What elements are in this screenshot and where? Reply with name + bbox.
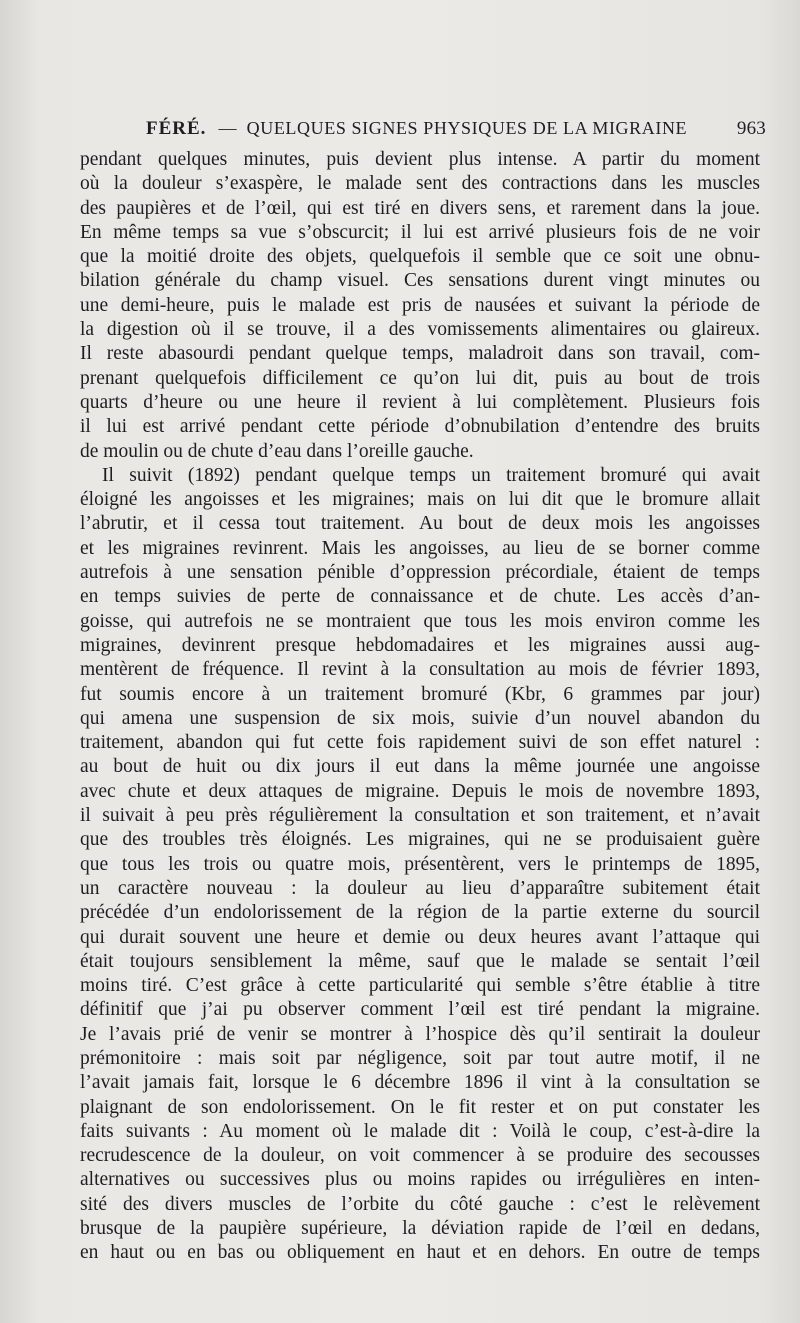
text-line: des paupières et de l’œil, qui est tiré en divers sens, et rarement dans la joue. [80, 197, 760, 219]
running-head-dash: — [218, 118, 237, 138]
text-line: pendant quelques minutes, puis devient plus intense. A partir du moment [80, 149, 760, 170]
text-line: que tous les trois ou quatre mois, présentèrent, vers le printemps de 1895, [80, 853, 760, 875]
text-line: faits suivants : Au moment où le malade dit : Voilà le coup, c’est-à-dire la [80, 1120, 760, 1142]
text-line: en haut ou en bas ou obliquement en haut et en dehors. En outre de temps [80, 1242, 760, 1264]
text-line: traitement, abandon qui fut cette fois rapidement suivi de son effet naturel : [80, 732, 760, 754]
text-line: une demi-heure, puis le malade est pris de nausées et suivant la période de [80, 294, 760, 316]
text-line: en temps suivies de perte de connaissance et de chute. Les accès d’an- [80, 586, 760, 608]
text-line: prémonitoire : mais soit par négligence, soit par tout autre motif, il ne [80, 1047, 760, 1069]
text-line: Il suivit (1892) pendant quelque temps un traitement bromuré qui avait [102, 464, 760, 486]
text-line: bilation générale du champ visuel. Ces sensations durent vingt minutes ou [80, 270, 760, 292]
text-line: migraines, devinrent presque hebdomadaires et les migraines aussi aug- [80, 634, 760, 656]
text-line: avec chute et deux attaques de migraine. Depuis le mois de novembre 1893, [80, 780, 760, 802]
text-line: éloigné les angoisses et les migraines; mais on lui dit que le bromure allait [80, 489, 760, 511]
text-line: En même temps sa vue s’obscurcit; il lui est arrivé plusieurs fois de ne voir [80, 221, 760, 243]
text-line: qui durait souvent une heure et demie ou deux heures avant l’attaque qui [80, 926, 760, 948]
text-line: goisse, qui autrefois ne se montraient que tous les mois environ comme les [80, 610, 760, 632]
text-line: sité des divers muscles de l’orbite du côté gauche : c’est le relèvement [80, 1193, 760, 1215]
body-text [80, 148, 760, 1266]
text-line: Il reste abasourdi pendant quelque temps, maladroit dans son travail, com- [80, 343, 760, 365]
page-number: 963 [736, 118, 766, 139]
text-line: qui amena une suspension de six mois, suivie d’un nouvel abandon du [80, 707, 760, 729]
text-line: quarts d’heure ou une heure il revient à lui complètement. Plusieurs fois [80, 391, 760, 413]
text-line: où la douleur s’exaspère, le malade sent des contractions dans les muscles [80, 173, 760, 195]
text-line: l’abrutir, et il cessa tout traitement. Au bout de deux mois les angoisses [80, 513, 760, 535]
text-line: la digestion où il se trouve, il a des vomissements alimentaires ou glaireux. [80, 319, 760, 341]
running-head-title: QUELQUES SIGNES PHYSIQUES DE LA MIGRAINE [246, 118, 688, 138]
text-line: prenant quelquefois difficilement ce qu’on lui dit, puis au bout de trois [80, 367, 760, 389]
text-line: précédée d’un endolorissement de la région de la partie externe du sourcil [80, 902, 760, 924]
text-line: alternatives ou successives plus ou moins rapides ou irrégulières en inten- [80, 1169, 760, 1191]
text-line: définitif que j’ai pu observer comment l’œil est tiré pendant la migraine. [80, 999, 760, 1021]
text-line: Je l’avais prié de venir se montrer à l’hospice dès qu’il sentirait la douleur [80, 1023, 760, 1045]
text-line: recrudescence de la douleur, on voit commencer à se produire des secousses [80, 1145, 760, 1167]
text-line: plaignant de son endolorissement. On le fit rester et on put constater les [80, 1096, 760, 1118]
text-line: un caractère nouveau : la douleur au lieu d’apparaître subitement était [80, 877, 760, 899]
running-head [146, 118, 766, 146]
text-line: mentèrent de fréquence. Il revint à la consultation au mois de février 1893, [80, 659, 760, 681]
text-line: l’avait jamais fait, lorsque le 6 décembre 1896 il vint à la consultation se [80, 1072, 760, 1094]
text-line: moins tiré. C’est grâce à cette particularité qui semble s’être établie à titre [80, 975, 760, 997]
text-line: il lui est arrivé pendant cette période d’obnubilation d’entendre des bruits [80, 416, 760, 438]
text-line: au bout de huit ou dix jours il eut dans la même journée une angoisse [80, 756, 760, 778]
text-line: et les migraines revinrent. Mais les angoisses, au lieu de se borner comme [80, 537, 760, 559]
running-head-author: FÉRÉ. [146, 118, 207, 139]
text-line: que la moitié droite des objets, quelquefois il semble que ce soit une obnu- [80, 246, 760, 268]
text-line: de moulin ou de chute d’eau dans l’oreille gauche. [80, 440, 474, 462]
text-line: fut soumis encore à un traitement bromuré (Kbr, 6 grammes par jour) [80, 683, 760, 705]
text-line: était toujours sensiblement la même, sauf que le malade se sentait l’œil [80, 950, 760, 972]
text-line: brusque de la paupière supérieure, la déviation rapide de l’œil en dedans, [80, 1218, 760, 1240]
text-line: autrefois à une sensation pénible d’oppression précordiale, étaient de temps [80, 562, 760, 584]
text-line: il suivait à peu près régulièrement la consultation et son traitement, et n’avait [80, 805, 760, 827]
text-line: que des troubles très éloignés. Les migraines, qui ne se produisaient guère [80, 829, 760, 851]
